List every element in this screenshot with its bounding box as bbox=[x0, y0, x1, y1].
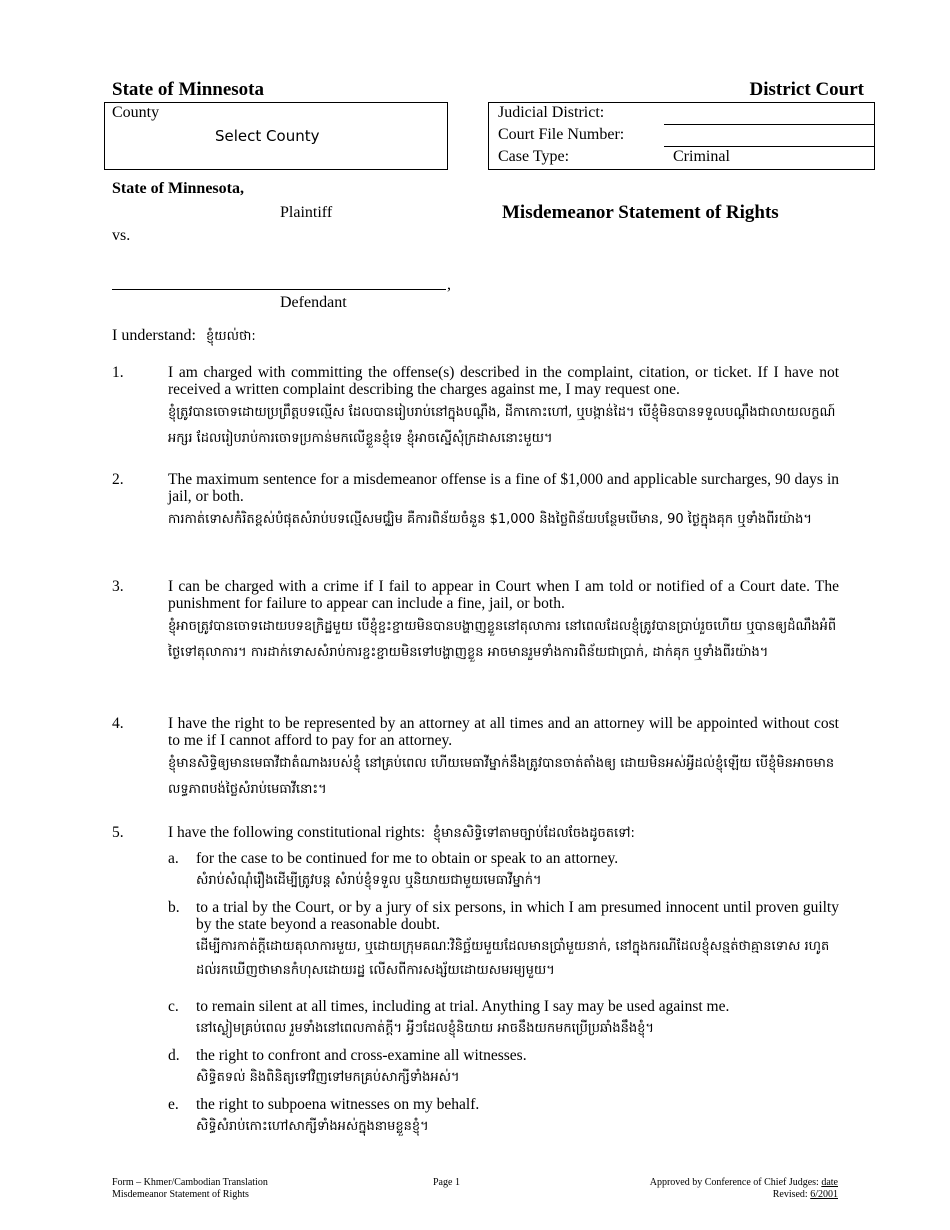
sub-item-text-km: សំរាប់សំណុំរឿងដើម្បីត្រូវបន្ត សំរាប់ខ្ញុំទទួល ឬនិយាយជាមួយមេធាវីម្នាក់។ bbox=[196, 873, 542, 888]
judicial-district-field[interactable] bbox=[664, 104, 874, 125]
sub-item-text-en: to remain silent at all times, including at trial. Anything I say may be used against me. bbox=[196, 998, 730, 1015]
defendant-label: Defendant bbox=[280, 294, 347, 311]
sub-item-text-en: the right to confront and cross-examine all witnesses. bbox=[196, 1047, 527, 1064]
judicial-district-label: Judicial District: bbox=[498, 104, 605, 121]
item-number: 5. bbox=[112, 824, 124, 841]
state-title: State of Minnesota bbox=[112, 79, 264, 100]
sub-item-text-km: សិទ្ធិតទល់ និងពិនិត្យទៅវិញទៅមកគ្រប់សាក្សីទាំងអស់។ bbox=[196, 1070, 460, 1085]
item-text-en: I am charged with committing the offense(s) described in the complaint, citation, or ticket. If I have not received a written complaint describing the charges against me, I may request one. bbox=[168, 364, 839, 398]
court-file-label: Court File Number: bbox=[498, 126, 625, 143]
sub-item-letter: a. bbox=[168, 850, 179, 867]
footer-revised-date: 6/2001 bbox=[810, 1189, 838, 1200]
sub-item-text-en: the right to subpoena witnesses on my behalf. bbox=[196, 1096, 480, 1113]
page-number: Page 1 bbox=[433, 1177, 460, 1188]
intro-en: I understand: bbox=[112, 327, 196, 344]
sub-item-text-en: to a trial by the Court, or by a jury of six persons, in which I am presumed innocent until proven guilty by the state beyond a reasonable doubt. bbox=[196, 899, 839, 933]
footer-approved-label: Approved by Conference of Chief Judges: bbox=[649, 1177, 819, 1188]
sub-item-letter: d. bbox=[168, 1047, 180, 1064]
footer-revised-label: Revised: bbox=[772, 1189, 808, 1200]
footer-form-title: Misdemeanor Statement of Rights bbox=[112, 1189, 249, 1200]
sub-item-text-en: for the case to be continued for me to obtain or speak to an attorney. bbox=[196, 850, 619, 867]
defendant-comma: , bbox=[447, 276, 451, 293]
item-text-km: ខ្ញុំមានសិទ្ធិទៅតាមច្បាប់ដែលចែងដូចតទៅ: bbox=[432, 826, 635, 841]
item-text-en: I can be charged with a crime if I fail to appear in Court when I am told or notified of a Court date. The punishment for failure to appear can include a fine, jail, or both. bbox=[168, 578, 839, 612]
sub-item-letter: b. bbox=[168, 899, 180, 916]
item-number: 4. bbox=[112, 715, 124, 732]
intro bbox=[112, 327, 256, 347]
county-box bbox=[104, 102, 448, 170]
footer-approved-date: date bbox=[821, 1177, 838, 1188]
case-type-row bbox=[489, 147, 874, 169]
sub-item-text-km: ដើម្បីការកាត់ក្តីដោយតុលាការមួយ, ឬដោយក្រុមគណៈវិនិច្ឆ័យមួយដែលមានប្រាំមួយនាក់, នៅក្នុងករណីដែលខ្ញុំសន្មត់ថាគ្មានទោស រហូតដល់រកឃើញថាមានកំហុសដោយរដ្ឋ លើសពីការសង្ស័យដោយសមរម្យមួយ។ bbox=[196, 939, 830, 978]
item-number: 1. bbox=[112, 364, 124, 381]
item-number: 3. bbox=[112, 578, 124, 595]
county-select[interactable]: Select County bbox=[215, 127, 320, 145]
judicial-district-row bbox=[489, 103, 874, 125]
defendant-name-line[interactable] bbox=[112, 289, 446, 290]
court-file-row bbox=[489, 125, 874, 147]
item-text-km: ខ្ញុំត្រូវបានចោទដោយប្រព្រឹត្តបទល្មើស ដែលបានរៀបរាប់នៅក្នុងបណ្តឹង, ដីកាកោះហៅ, ឬបង្កាន់ដៃ។ បើខ្ញុំមិនបានទទួលបណ្តឹងជាលាយលក្ខណ៍អក្សរ ដែលរៀបរាប់ការចោទប្រកាន់មកលើខ្លួនខ្ញុំទេ ខ្ញុំអាចស្នើសុំក្រដាសនោះមួយ។ bbox=[168, 405, 836, 446]
sub-item-text-km: សិទ្ធិសំរាប់កោះហៅសាក្សីទាំងអស់ក្នុងនាមខ្លួនខ្ញុំ។ bbox=[196, 1119, 429, 1134]
item-text-en: I have the following constitutional rights: bbox=[168, 824, 425, 841]
item-text-en: The maximum sentence for a misdemeanor offense is a fine of $1,000 and applicable surcharges, 90 days in jail, or both. bbox=[168, 471, 839, 505]
footer-form-name: Form – Khmer/Cambodian Translation bbox=[112, 1177, 268, 1188]
item-text-km: ការកាត់ទោសកំរិតខ្ពស់បំផុតសំរាប់បទល្មើសមជ្ឈិម គឺការពិន័យចំនួន $1,000 និងថ្លៃពិន័យបន្ថែមបើមាន, 90 ថ្ងៃក្នុងគុក ឬទាំងពីរយ៉ាង។ bbox=[168, 512, 812, 527]
item-number: 2. bbox=[112, 471, 124, 488]
case-type-label: Case Type: bbox=[498, 148, 570, 165]
footer-left bbox=[112, 1177, 268, 1201]
item-text-km: ខ្ញុំអាចត្រូវបានចោទដោយបទឧក្រិដ្ឋមួយ បើខ្ញុំខ្ជះខ្ជាយមិនបានបង្ហាញខ្លួននៅតុលាការ នៅពេលដែលខ្ញុំត្រូវបានប្រាប់រួចហើយ ឬបានឲ្យដំណឹងអំពីថ្ងៃទៅតុលាការ។ ការដាក់ទោសសំរាប់ការខ្ជះខ្ជាយមិនទៅបង្ហាញខ្លួន អាចមានរួមទាំងការពិន័យជាប្រាក់, ដាក់គុក ឬទាំងពីរយ៉ាង។ bbox=[168, 619, 837, 660]
sub-item-text-km: នៅស្ងៀមគ្រប់ពេល រួមទាំងនៅពេលកាត់ក្តី។ អ្វីៗដែលខ្ញុំនិយាយ អាចនឹងយកមកប្រើប្រឆាំងនឹងខ្ញុំ។ bbox=[196, 1021, 654, 1036]
county-label: County bbox=[112, 104, 160, 121]
sub-item-letter: e. bbox=[168, 1096, 179, 1113]
plaintiff-name: State of Minnesota, bbox=[112, 180, 244, 197]
vs-label: vs. bbox=[112, 227, 131, 244]
item-text-en: I have the right to be represented by an attorney at all times and an attorney will be appointed without cost to me if I cannot afford to pay for an attorney. bbox=[168, 715, 839, 749]
plaintiff-label: Plaintiff bbox=[280, 204, 333, 221]
sub-item-letter: c. bbox=[168, 998, 179, 1015]
case-type-field[interactable]: Criminal bbox=[673, 148, 730, 165]
court-title: District Court bbox=[749, 79, 864, 100]
document-title: Misdemeanor Statement of Rights bbox=[502, 202, 779, 223]
case-info-box bbox=[488, 102, 875, 170]
footer-right bbox=[650, 1177, 838, 1201]
intro-km: ខ្ញុំយល់ថា: bbox=[205, 329, 256, 344]
item-text-km: ខ្ញុំមានសិទ្ធិឲ្យមានមេធាវីជាតំណាងរបស់ខ្ញុំ នៅគ្រប់ពេល ហើយមេធាវីម្នាក់នឹងត្រូវបានចាត់តាំងឲ្យ ដោយមិនអស់អ្វីដល់ខ្ញុំឡើយ បើខ្ញុំមិនអាចមានលទ្ធភាពបង់ថ្លៃសំរាប់មេធាវីនោះ។ bbox=[168, 756, 835, 797]
court-file-field[interactable] bbox=[664, 126, 874, 147]
